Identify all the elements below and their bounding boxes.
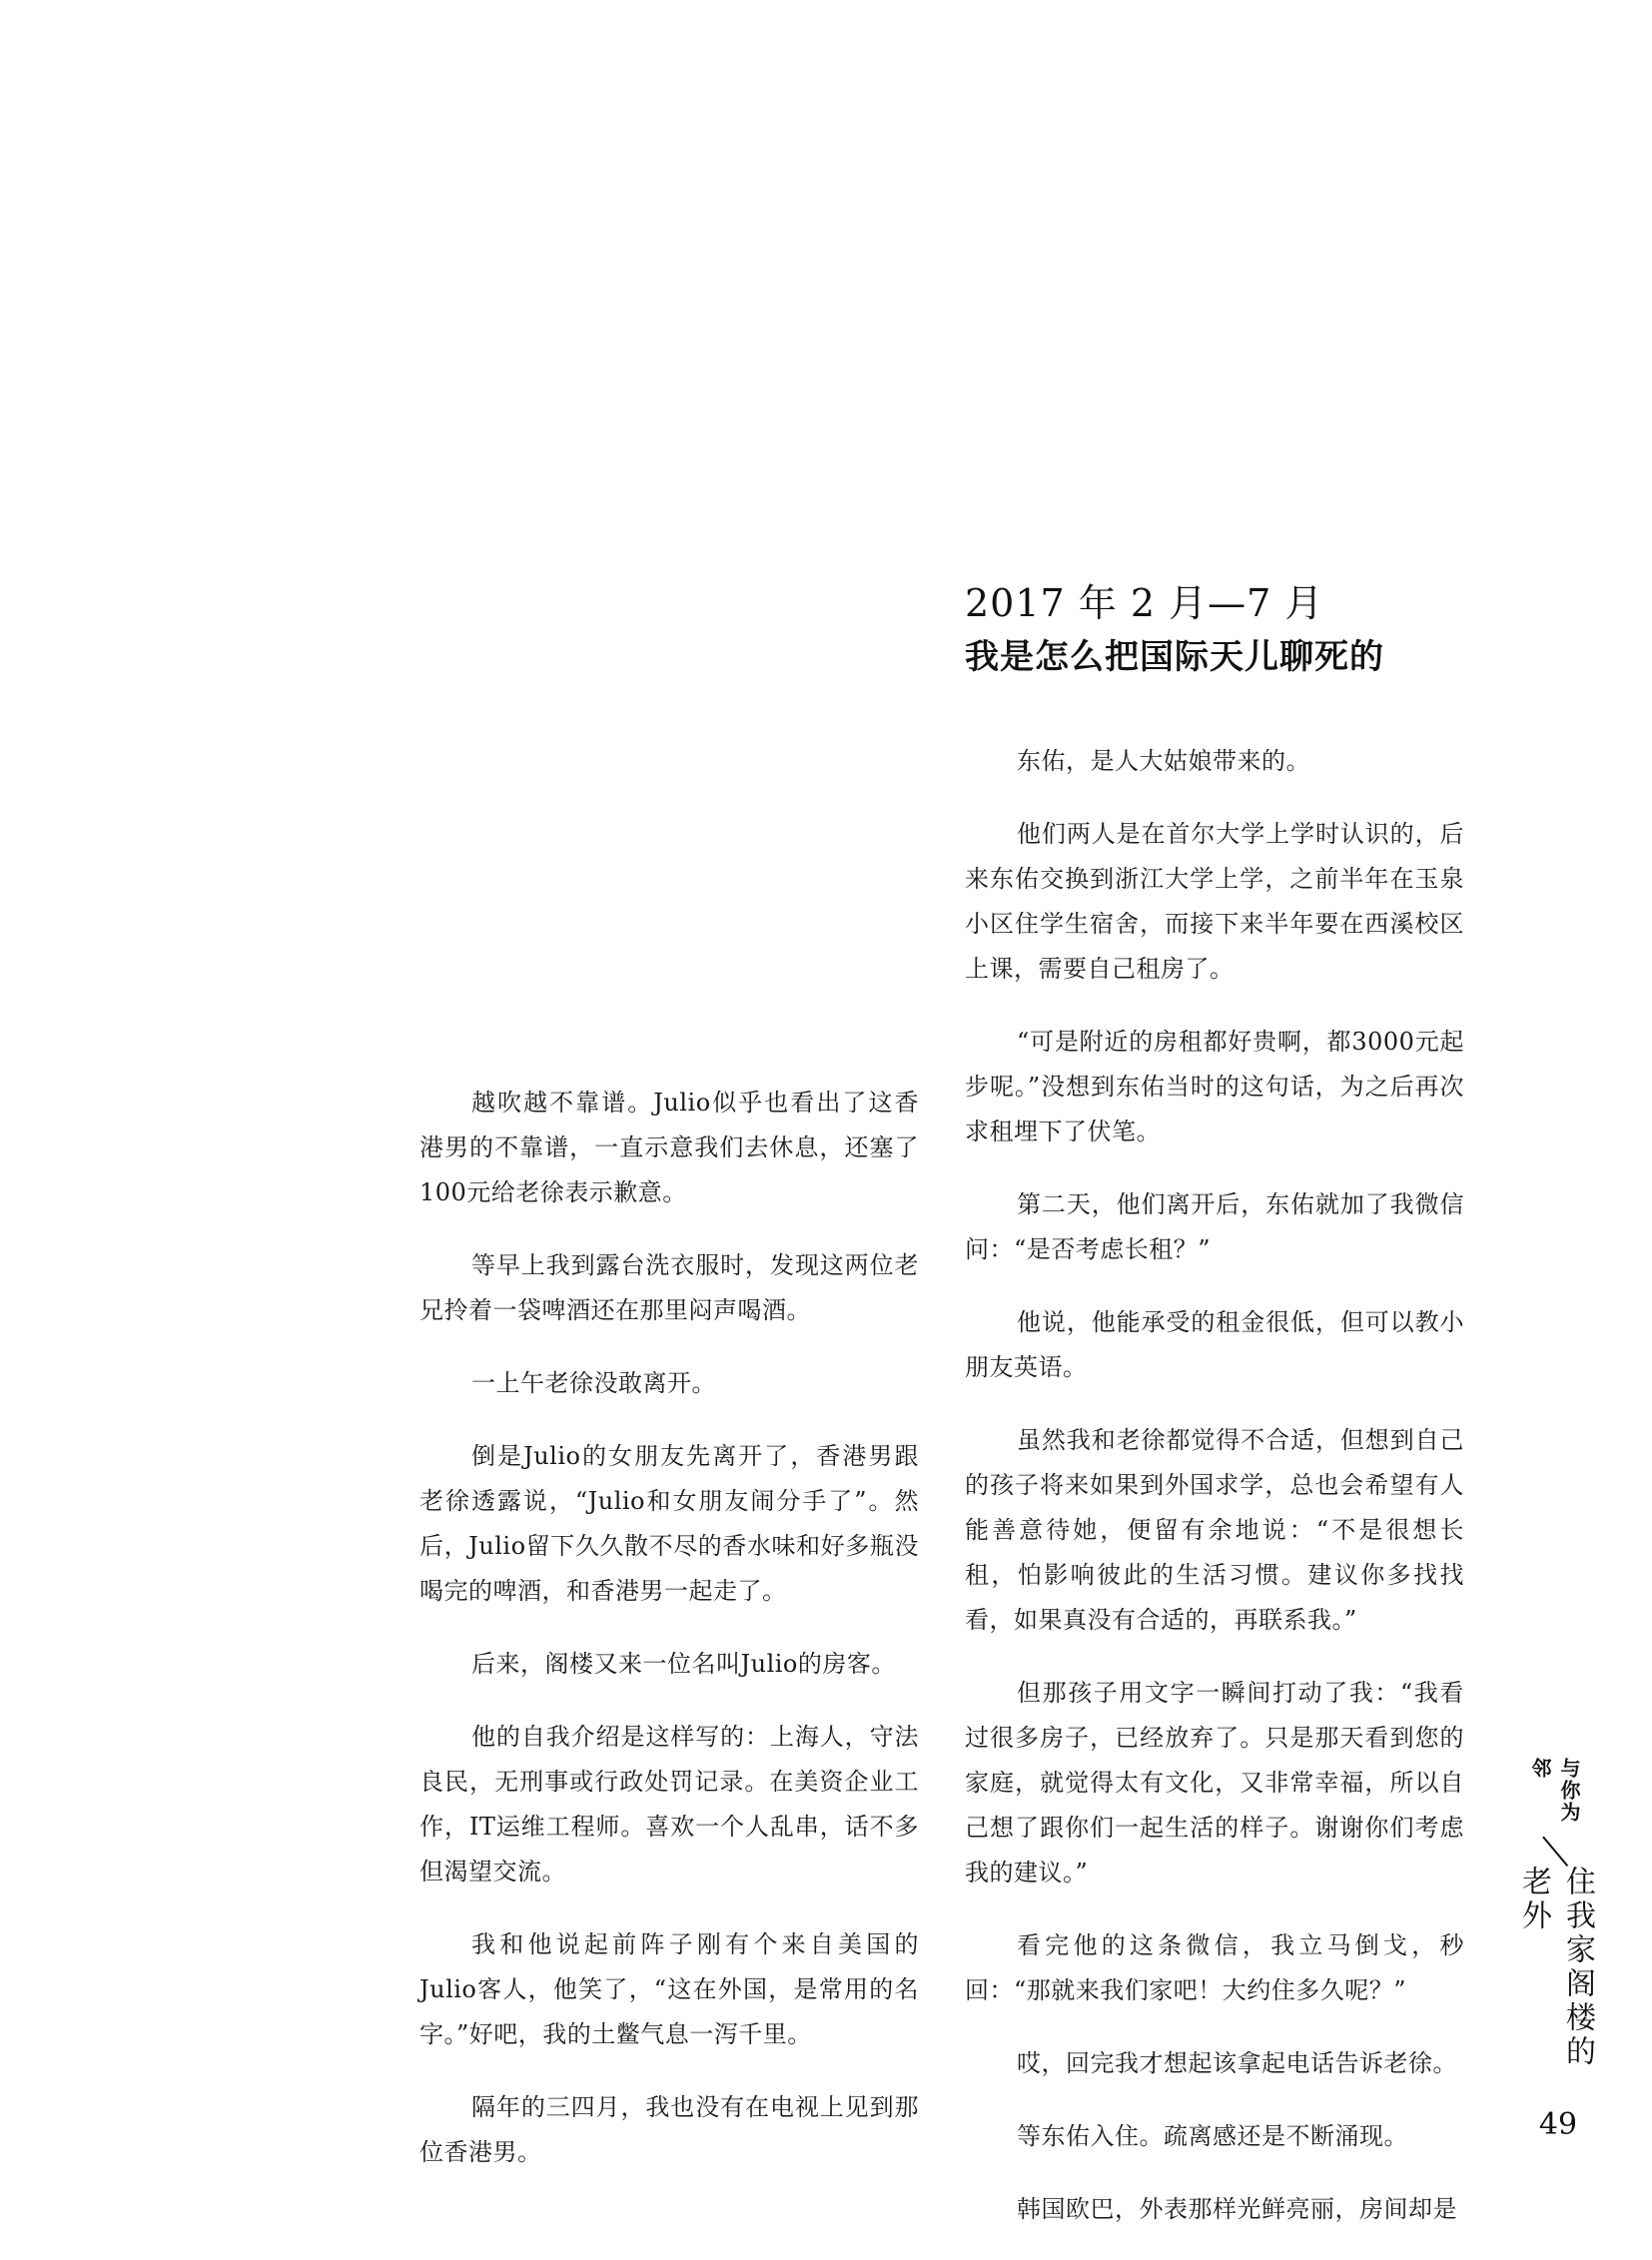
paragraph: 哎，回完我才想起该拿起电话告诉老徐。 — [1017, 2049, 1457, 2077]
paragraph: 等东佑入住。疏离感还是不断涌现。 — [1017, 2122, 1408, 2150]
chapter-name: 住我家阁楼的老外 — [1516, 1866, 1595, 2070]
paragraph: “可是附近的房租都好贵啊，都3000元起步呢。”没想到东佑当时的这句话，为之后再次求租埋下了伏笔。 — [965, 1028, 1464, 1145]
title-separator — [1540, 1837, 1570, 1863]
paragraph: 等早上我到露台洗衣服时，发现这两位老兄拎着一袋啤酒还在那里闷声喝酒。 — [419, 1251, 919, 1324]
paragraph: 一上午老徐没敢离开。 — [471, 1369, 716, 1397]
page-number: 49 — [1538, 2107, 1578, 2142]
paragraph: 隔年的三四月，我也没有在电视上见到那位香港男。 — [419, 2093, 919, 2166]
paragraph: 第二天，他们离开后，东佑就加了我微信问：“是否考虑长租？” — [965, 1190, 1464, 1263]
right-text-column — [965, 739, 1464, 2260]
running-title — [1516, 1758, 1595, 2097]
paragraph: 后来，阁楼又来一位名叫Julio的房客。 — [471, 1650, 896, 1678]
paragraph: 他的自我介绍是这样写的：上海人，守法良民，无刑事或行政处罚记录。在美资企业工作，IT运维工程师。喜欢一个人乱串，话不多但渴望交流。 — [419, 1723, 919, 1885]
paragraph: 倒是Julio的女朋友先离开了，香港男跟老徐透露说，“Julio和女朋友闹分手了”。然后，Julio留下久久散不尽的香水味和好多瓶没喝完的啤酒，和香港男一起走了。 — [419, 1442, 919, 1605]
series-name: 与你为邻 — [1528, 1758, 1581, 1824]
paragraph: 韩国欧巴，外表那样光鲜亮丽，房间却是 — [1017, 2195, 1457, 2223]
paragraph: 越吹越不靠谱。Julio似乎也看出了这香港男的不靠谱，一直示意我们去休息，还塞了100元给老徐表示歉意。 — [419, 1089, 919, 1206]
section-date: 2017 年 2 月—7 月 — [965, 581, 1324, 625]
section-heading — [965, 579, 1564, 681]
left-text-column — [419, 1081, 919, 2203]
paragraph: 东佑，是人大姑娘带来的。 — [1017, 747, 1310, 775]
paragraph: 虽然我和老徐都觉得不合适，但想到自己的孩子将来如果到外国求学，总也会希望有人能善意待她，便留有余地说：“不是很想长租，怕影响彼此的生活习惯。建议你多找找看，如果真没有合适的，再联系我。” — [965, 1426, 1464, 1634]
paragraph: 看完他的这条微信，我立马倒戈，秒回：“那就来我们家吧！大约住多久呢？” — [965, 1931, 1464, 2004]
paragraph: 我和他说起前阵子刚有个来自美国的Julio客人，他笑了，“这在外国，是常用的名字。”好吧，我的土鳖气息一泻千里。 — [419, 1930, 919, 2048]
paragraph: 他们两人是在首尔大学上学时认识的，后来东佑交换到浙江大学上学，之前半年在玉泉小区住学生宿舍，而接下来半年要在西溪校区上课，需要自己租房了。 — [965, 820, 1464, 983]
section-title: 我是怎么把国际天儿聊死的 — [965, 637, 1384, 677]
paragraph: 他说，他能承受的租金很低，但可以教小朋友英语。 — [965, 1308, 1464, 1381]
paragraph: 但那孩子用文字一瞬间打动了我：“我看过很多房子，已经放弃了。只是那天看到您的家庭，就觉得太有文化，又非常幸福，所以自己想了跟你们一起生活的样子。谢谢你们考虑我的建议。” — [965, 1679, 1464, 1886]
